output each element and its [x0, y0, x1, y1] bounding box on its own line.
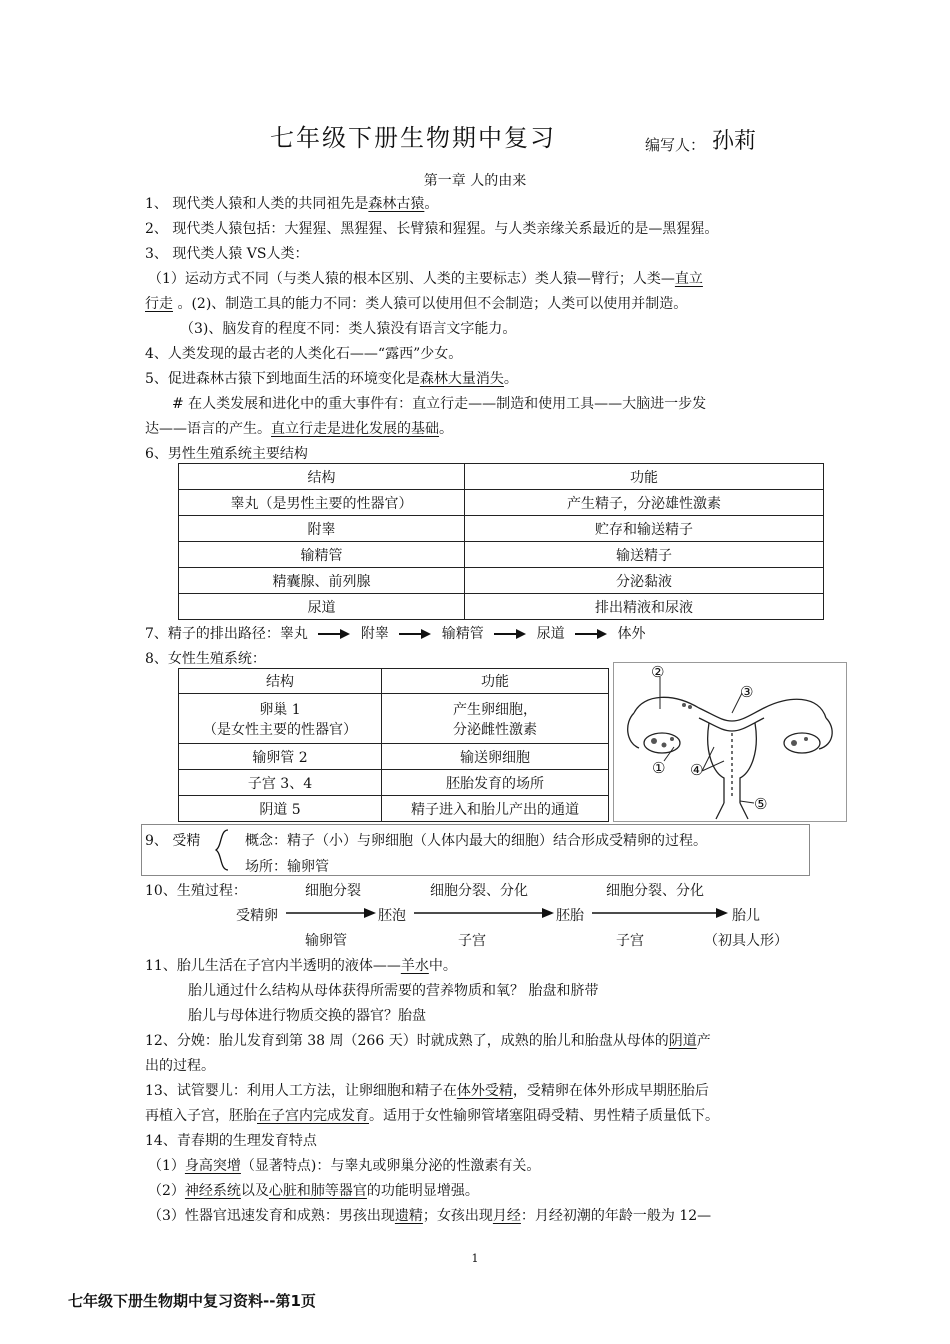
process-stage: 胚泡	[378, 908, 406, 924]
item-5-text: 5、促进森林古猿下到地面生活的环境变化是	[145, 371, 420, 387]
item-11-end: 中。	[428, 958, 457, 974]
process-top-label: 细胞分裂、分化	[430, 883, 528, 899]
item-9-concept: 概念：精子（小）与卵细胞（人体内最大的细胞）结合形成受精卵的过程。	[245, 833, 707, 849]
table-cell: 子宫 3、4	[179, 770, 382, 796]
item-3-1-answer: 直立	[674, 271, 703, 287]
female-anatomy-figure	[613, 662, 847, 822]
item-14-2-answer: 神经系统	[184, 1183, 241, 1199]
item-11	[145, 955, 457, 975]
page-footer: 七年级下册生物期中复习资料--第1页	[68, 1292, 316, 1310]
figure-label-3: ③	[740, 683, 754, 701]
table-cell: 分泌黏液	[465, 568, 824, 594]
author-name: 孙莉	[712, 129, 757, 154]
figure-label-1: ①	[652, 759, 666, 777]
item-5-end: 。	[503, 371, 518, 387]
item-12-cont: 出的过程。	[145, 1058, 215, 1074]
note-answer: 直立行走是进化发展的基础	[271, 421, 439, 437]
arrow-right-icon	[494, 629, 526, 639]
cell-line: 产生卵细胞，	[453, 701, 537, 718]
item-14-2-answer-2: 心脏和肺等器官	[268, 1183, 367, 1199]
page-title: 七年级下册生物期中复习	[270, 124, 556, 152]
item-3-3: （3)、脑发育的程度不同：类人猿没有语言文字能力。	[180, 321, 517, 337]
note-text: 达——语言的产生。	[145, 421, 271, 437]
table-cell: 睾丸（是男性主要的性器官）	[179, 490, 465, 516]
item-13-text-2: ，受精卵在体外形成早期胚胎后	[512, 1083, 709, 1099]
process-stage: 胎儿	[732, 908, 760, 924]
table-header: 结构	[179, 464, 465, 490]
item-12-text: 12、分娩：胎儿发育到第 38 周（266 天）时就成熟了，成熟的胎儿和胎盘从母体的	[145, 1033, 669, 1049]
figure-label-5: ⑤	[754, 795, 768, 813]
cell-line: 卵巢 1	[259, 701, 301, 718]
item-14-3-text-3: ：月经初潮的年龄一般为 12—	[520, 1208, 712, 1224]
item-12	[145, 1030, 711, 1050]
item-11-answer: 羊水	[400, 958, 429, 974]
item-12-end: 产	[696, 1033, 711, 1049]
item-8: 8、女性生殖系统：	[145, 651, 266, 667]
arrow-right-icon	[318, 629, 350, 639]
item-14-3	[148, 1205, 711, 1225]
table-cell: 输卵管 2	[179, 744, 382, 770]
table-cell: 产生精子，分泌雄性激素	[465, 490, 824, 516]
figure-label-4: ④	[690, 761, 704, 779]
table-cell: 阴道 5	[179, 796, 382, 822]
table-cell: 输送卵细胞	[382, 744, 609, 770]
item-3-1-answer-cont: 行走	[145, 296, 173, 312]
item-11-text: 11、胎儿生活在子宫内半透明的液体——	[145, 958, 401, 974]
note-end: 。	[439, 421, 453, 437]
table-cell: 排出精液和尿液	[465, 594, 824, 620]
page-number: 1	[471, 1252, 479, 1265]
item-14-2	[148, 1180, 479, 1200]
item-3-2-text: 。(2)、制造工具的能力不同：类人猿可以使用但不会制造；人类可以使用并制造。	[173, 296, 688, 312]
chapter-heading: 第一章 人的由来	[423, 173, 527, 189]
author-label: 编写人：	[645, 136, 706, 154]
item-5	[145, 368, 518, 388]
item-13-text-4: 。适用于女性输卵管堵塞阻碍受精、男性精子质量低下。	[369, 1108, 719, 1124]
item-1	[145, 193, 438, 213]
path-step: 体外	[617, 626, 646, 642]
table-cell: 附睾	[179, 516, 465, 542]
table-header: 结构	[179, 669, 382, 694]
process-place: （初具人形）	[704, 933, 788, 949]
item-7	[145, 623, 646, 643]
item-13-text: 13、试管婴儿：利用人工方法，让卵细胞和精子在	[145, 1083, 457, 1099]
item-14-1-answer: 身高突增	[184, 1158, 241, 1174]
item-14-2-text: 以及	[240, 1183, 269, 1199]
table-cell	[382, 694, 609, 744]
item-11-q2: 胎儿与母体进行物质交换的器官？胎盘	[188, 1008, 426, 1024]
item-14-3-answer: 遗精	[394, 1208, 423, 1224]
item-3-1-text: （1）运动方式不同（与类人猿的根本区别、人类的主要标志）类人猿—臂行；人类—	[148, 271, 675, 287]
process-stage: 受精卵	[236, 908, 278, 924]
item-14-1	[148, 1155, 540, 1175]
table-cell: 精子进入和胎儿产出的通道	[382, 796, 609, 822]
item-6: 6、男性生殖系统主要结构	[145, 446, 308, 462]
path-step: 附睾	[360, 626, 389, 642]
figure-label-2: ②	[651, 663, 665, 681]
item-1-text: 1、 现代类人猿和人类的共同祖先是	[145, 196, 369, 212]
process-top-label: 细胞分裂	[305, 883, 361, 899]
arrow-right-icon	[575, 629, 607, 639]
item-14-3-text: （3）性器官迅速发育和成熟：男孩出现	[148, 1208, 395, 1224]
table-cell: 尿道	[179, 594, 465, 620]
female-system-table	[178, 668, 609, 822]
item-7-text: 7、精子的排出路径：睾丸	[145, 626, 308, 642]
arrow-right-icon	[592, 907, 728, 919]
item-3-2	[145, 293, 687, 313]
item-10: 10、生殖过程：	[145, 883, 247, 899]
item-11-q1: 胎儿通过什么结构从母体获得所需要的营养物质和氧？ 胎盘和脐带	[188, 983, 599, 999]
item-14-2-num: （2）	[148, 1183, 185, 1199]
cell-line: （是女性主要的性器官）	[203, 721, 357, 738]
process-place: 输卵管	[305, 933, 347, 949]
item-14: 14、青春期的生理发育特点	[145, 1133, 317, 1149]
table-cell: 贮存和输送精子	[465, 516, 824, 542]
item-13-answer-2: 在子宫内完成发育	[257, 1108, 369, 1124]
table-header: 功能	[382, 669, 609, 694]
item-4: 4、人类发现的最古老的人类化石——“露西”少女。	[145, 346, 463, 362]
item-14-3-text-2: ；女孩出现	[422, 1208, 493, 1224]
item-12-answer: 阴道	[668, 1033, 697, 1049]
cell-line: 分泌雌性激素	[453, 721, 537, 738]
item-14-3-answer-2: 月经	[492, 1208, 521, 1224]
arrow-right-icon	[399, 629, 431, 639]
item-1-end: 。	[424, 196, 439, 212]
item-3-1	[148, 268, 703, 288]
note-line-1: # 在人类发展和进化中的重大事件有：直立行走——制造和使用工具——大脑进一步发	[172, 396, 707, 412]
brace-icon	[212, 828, 232, 872]
table-cell: 输精管	[179, 542, 465, 568]
note-line-2	[145, 418, 453, 438]
table-cell: 胚胎发育的场所	[382, 770, 609, 796]
process-stage: 胚胎	[556, 908, 584, 924]
item-9-place: 场所：输卵管	[245, 859, 329, 875]
item-14-1-text: （显著特点)：与睾丸或卵巢分泌的性激素有关。	[240, 1158, 541, 1174]
path-step: 尿道	[536, 626, 565, 642]
table-cell	[179, 694, 382, 744]
process-top-label: 细胞分裂、分化	[606, 883, 704, 899]
item-5-answer: 森林大量消失	[419, 371, 504, 387]
uterus-diagram-icon	[614, 663, 846, 821]
item-3: 3、 现代类人猿 VS人类：	[145, 246, 309, 262]
item-2: 2、 现代类人猿包括：大猩猩、黑猩猩、长臂猿和猩猩。与人类亲缘关系最近的是—黑猩猩。	[145, 221, 719, 237]
arrow-right-icon	[414, 907, 554, 919]
path-step: 输精管	[441, 626, 484, 642]
item-13-cont	[145, 1105, 719, 1125]
arrow-right-icon	[286, 907, 376, 919]
item-13	[145, 1080, 709, 1100]
table-header: 功能	[465, 464, 824, 490]
process-place: 子宫	[616, 933, 644, 949]
item-13-text-3: 再植入子宫，胚胎	[145, 1108, 257, 1124]
item-14-1-num: （1）	[148, 1158, 185, 1174]
male-system-table	[178, 463, 824, 620]
item-9-head: 9、 受精	[145, 833, 201, 849]
item-13-answer: 体外受精	[456, 1083, 513, 1099]
item-14-2-text-2: 的功能明显增强。	[366, 1183, 479, 1199]
table-cell: 精囊腺、前列腺	[179, 568, 465, 594]
item-1-answer: 森林古猿	[368, 196, 425, 212]
process-place: 子宫	[458, 933, 486, 949]
table-cell: 输送精子	[465, 542, 824, 568]
